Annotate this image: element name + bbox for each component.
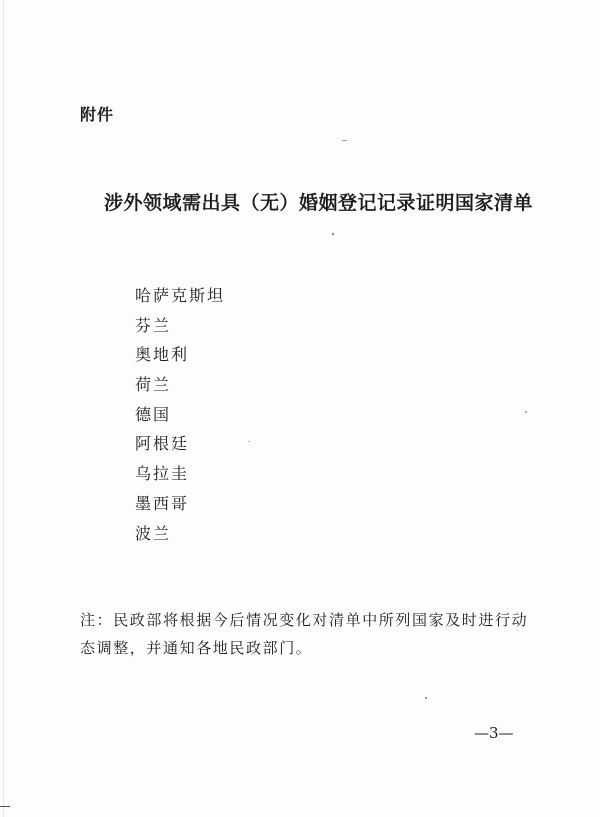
country-item: 德国 xyxy=(135,404,172,424)
scan-speck xyxy=(332,233,334,235)
scan-edge-mark xyxy=(0,806,10,807)
attachment-label: 附件 xyxy=(80,105,115,124)
country-item: 阿根廷 xyxy=(135,434,190,454)
country-item: 芬兰 xyxy=(135,315,172,335)
scan-speck xyxy=(342,140,347,141)
scan-speck xyxy=(248,441,250,442)
footnote: 注：民政部将根据今后情况变化对清单中所列国家及时进行动态调整，并通知各地民政部门。 xyxy=(80,611,529,657)
country-item: 波兰 xyxy=(135,523,172,543)
country-item: 乌拉圭 xyxy=(135,464,190,484)
scan-speck xyxy=(525,411,527,413)
scan-speck xyxy=(425,697,427,699)
country-item: 哈萨克斯坦 xyxy=(135,286,226,305)
scan-edge-line xyxy=(3,0,4,817)
page-number: —3— xyxy=(474,724,514,742)
country-list xyxy=(135,281,225,548)
country-item: 荷兰 xyxy=(135,375,172,395)
country-item: 奥地利 xyxy=(135,345,190,365)
document-title: 涉外领域需出具（无）婚姻登记记录证明国家清单 xyxy=(104,192,534,214)
country-item: 墨西哥 xyxy=(135,493,190,513)
